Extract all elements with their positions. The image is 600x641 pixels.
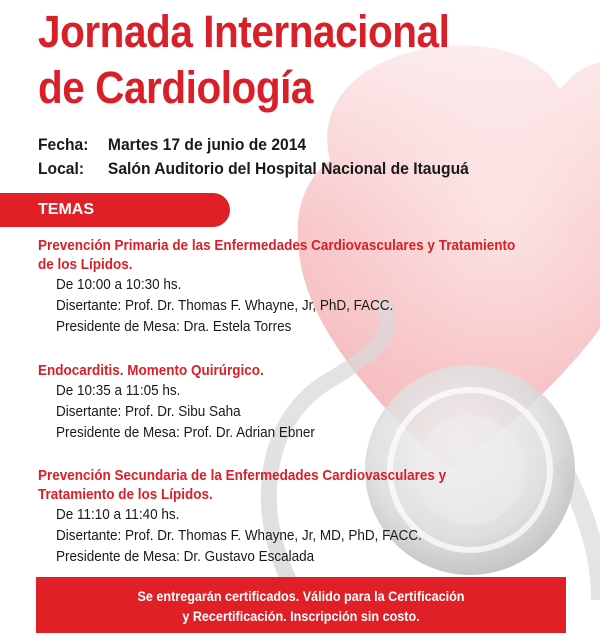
title-line-2: de Cardiología (38, 62, 313, 113)
venue-value: Salón Auditorio del Hospital Nacional de Itauguá (107, 159, 469, 178)
title-line-1: Jornada Internacional (38, 6, 450, 57)
event-info (38, 133, 506, 181)
topic-time: De 10:35 a 11:05 hs. (56, 382, 181, 399)
certificate-banner (36, 577, 566, 633)
topic-details (56, 380, 315, 443)
date-row (38, 133, 469, 157)
topic-item (38, 361, 344, 443)
banner-line-1: Se entregarán certificados. Válido para la Certificación (137, 588, 465, 604)
page-title (38, 4, 449, 116)
venue-row (38, 157, 469, 181)
topic-speaker: Disertante: Prof. Dr. Thomas F. Whayne, Jr, PhD, FACC. (56, 297, 394, 314)
topic-title: Prevención Secundaria de la Enfermedades Cardiovasculares y Tratamiento de los Lípidos. (38, 467, 447, 503)
banner-line-2: y Recertificación. Inscripción sin costo. (182, 608, 420, 624)
topic-time: De 11:10 a 11:40 hs. (56, 506, 180, 523)
topic-item (38, 236, 568, 337)
topic-time: De 10:00 a 10:30 hs. (56, 276, 182, 293)
date-value: Martes 17 de junio de 2014 (107, 135, 307, 154)
topic-title: Prevención Primaria de las Enfermedades Cardiovasculares y Tratamiento de los Lípidos. (38, 237, 516, 273)
venue-label: Local: (38, 159, 85, 178)
topic-details (56, 274, 517, 337)
temas-heading: TEMAS (0, 193, 230, 227)
date-label: Fecha: (38, 135, 89, 154)
topic-item (38, 466, 492, 567)
topic-title: Endocarditis. Momento Quirúrgico. (38, 362, 264, 379)
topic-details (56, 504, 448, 567)
topic-chair: Presidente de Mesa: Prof. Dr. Adrian Ebner (56, 424, 315, 441)
topic-chair: Presidente de Mesa: Dra. Estela Torres (56, 318, 292, 335)
topic-speaker: Disertante: Prof. Dr. Sibu Saha (56, 403, 241, 420)
topic-speaker: Disertante: Prof. Dr. Thomas F. Whayne, Jr, MD, PhD, FACC. (56, 527, 422, 544)
topic-chair: Presidente de Mesa: Dr. Gustavo Escalada (56, 548, 315, 565)
